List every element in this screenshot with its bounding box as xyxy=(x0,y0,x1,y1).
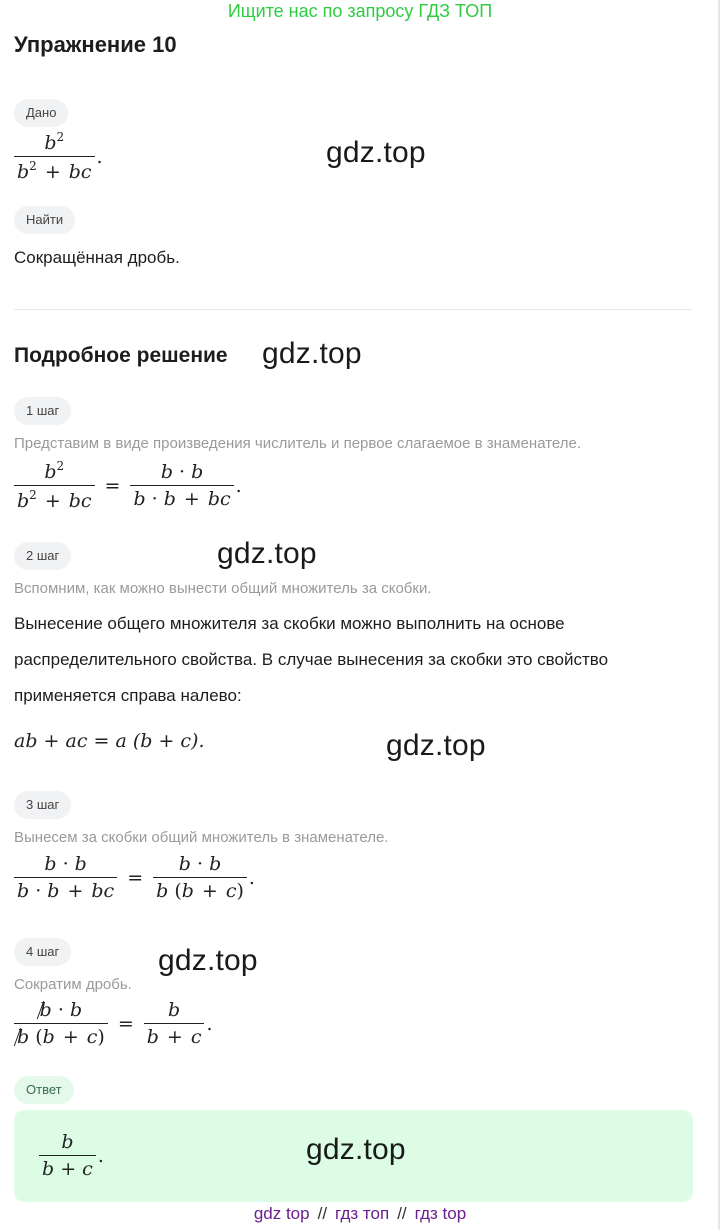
page-title: Упражнение 10 xyxy=(14,32,177,57)
answer-numerator: b xyxy=(61,1131,74,1153)
watermark: gdz.top xyxy=(386,729,486,762)
answer-badge: Ответ xyxy=(14,1076,74,1104)
given-numerator: b xyxy=(44,132,57,154)
step-2-hint: Вспомним, как можно вынести общий множитель за скобки. xyxy=(14,580,432,597)
step-2-formula: ab + ac = a (b + c). xyxy=(14,730,205,752)
given-formula: $\frac{b^2}{b^2 + bc}$ . xyxy=(12,130,103,183)
step-3-hint: Вынесем за скобки общий множитель в знаменателе. xyxy=(14,829,389,846)
step-1-hint: Представим в виде произведения числитель и первое слагаемое в знаменателе. xyxy=(14,435,582,452)
answer-denominator: b + c xyxy=(39,1155,96,1180)
find-text: Сокращённая дробь. xyxy=(14,248,180,267)
step-2-text-line-1: Вынесение общего множителя за скобки можно выполнить на основе xyxy=(14,614,565,633)
given-num-exponent: 2 xyxy=(56,130,65,144)
watermark: gdz.top xyxy=(262,337,362,370)
divider xyxy=(14,309,692,310)
step-4-hint: Сократим дробь. xyxy=(14,976,132,993)
step-3-badge: 3 шаг xyxy=(14,791,71,819)
footer-link-2[interactable]: гдз топ xyxy=(335,1204,390,1223)
solution-title: Подробное решение xyxy=(14,344,228,367)
given-plus: + xyxy=(44,161,61,183)
given-den-exponent: 2 xyxy=(29,159,37,173)
footer-separator: // xyxy=(397,1204,407,1223)
given-den-term2: bc xyxy=(68,161,92,183)
step-2-badge: 2 шаг xyxy=(14,542,71,570)
footer-link-3[interactable]: гдз top xyxy=(414,1204,467,1223)
step-1-badge: 1 шаг xyxy=(14,397,71,425)
watermark: gdz.top xyxy=(326,136,426,169)
find-badge: Найти xyxy=(14,206,75,234)
step-3-formula: $\frac{b \cdot b}{b \cdot b + bc}$ = $\frac{b \cdot b}{b (b + c)}$ . xyxy=(12,853,255,902)
step-4-badge: 4 шаг xyxy=(14,938,71,966)
answer-formula: $\frac{b}{b + c}$ . xyxy=(37,1131,104,1180)
step-1-formula: $\frac{b^2}{b^2 + bc}$ = $\frac{b \cdot b}{b \cdot b + bc}$ . xyxy=(12,459,242,512)
watermark: gdz.top xyxy=(306,1133,406,1166)
watermark: gdz.top xyxy=(158,944,258,977)
given-badge: Дано xyxy=(14,99,68,127)
footer-link-1[interactable]: gdz top xyxy=(253,1204,310,1223)
step-4-formula: $\frac{b \cdot b}{b (b + c)}$ = $\frac{b}{b + c}$ . xyxy=(12,999,213,1048)
footer-separator: // xyxy=(317,1204,328,1223)
watermark: gdz.top xyxy=(217,537,317,570)
given-fraction xyxy=(14,130,95,183)
search-banner: Ищите нас по запросу ГДЗ ТОП xyxy=(227,1,493,21)
step-2-text-line-2: распределительного свойства. В случае вынесения за скобки это свойство xyxy=(14,650,609,669)
footer-links xyxy=(0,1204,720,1224)
given-den-term: b xyxy=(17,161,30,183)
step-2-text-line-3: применяется справа налево: xyxy=(14,686,242,705)
